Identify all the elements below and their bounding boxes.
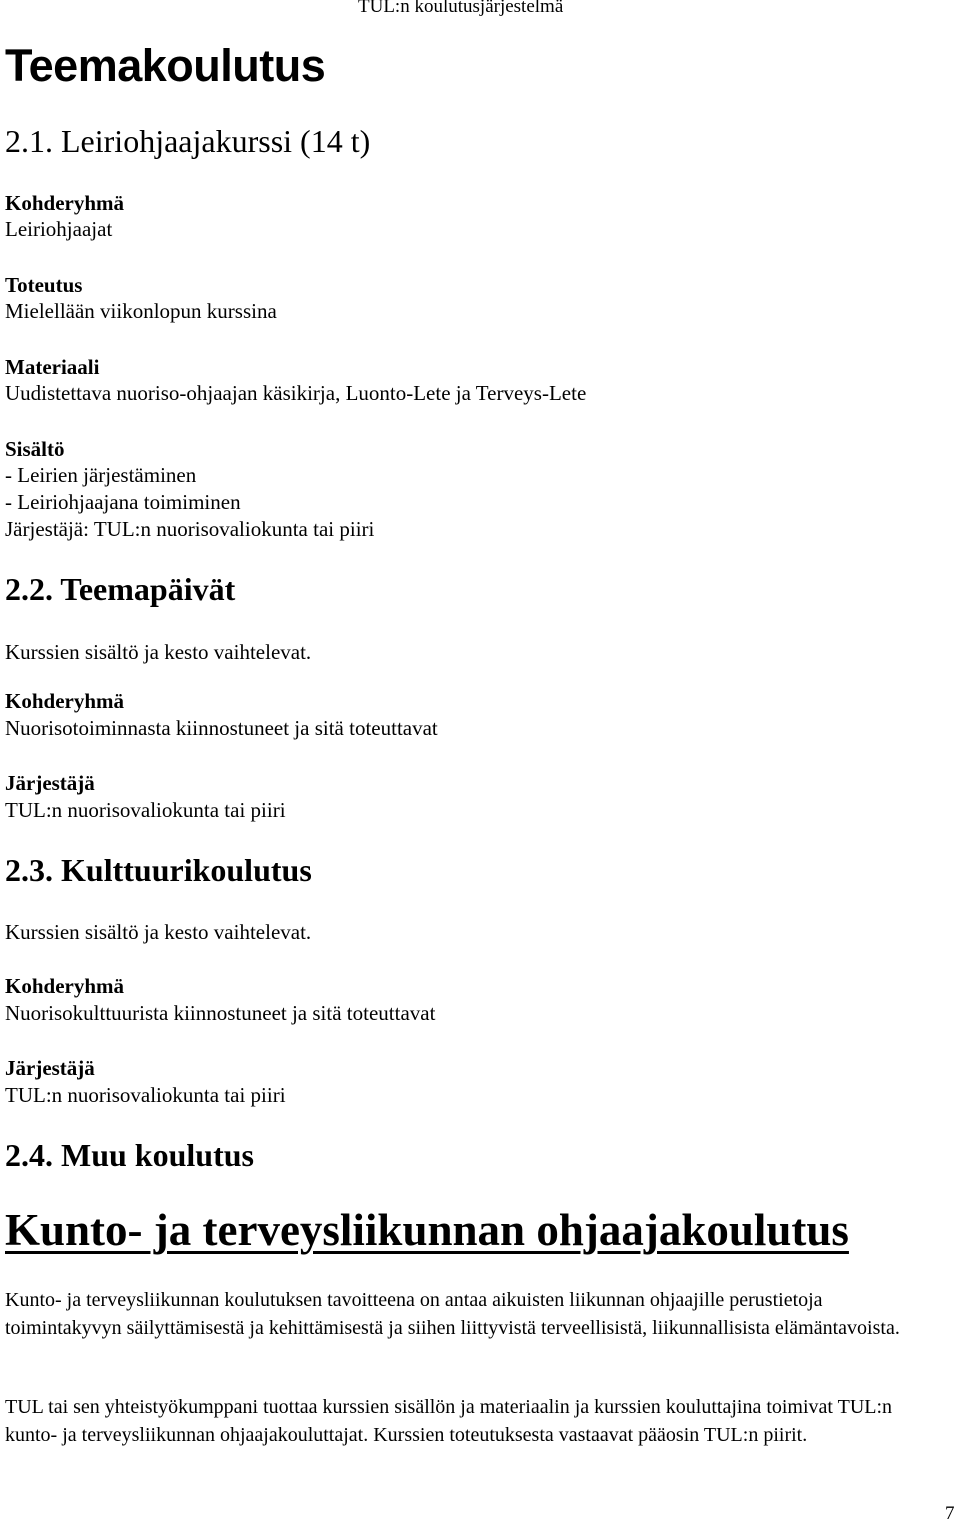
section-2-4-heading: 2.4. Muu koulutus xyxy=(5,1137,254,1173)
fitness-section-heading: Kunto- ja terveysliikunnan ohjaajakoulutus xyxy=(5,1205,849,1255)
section-2-1-implementation-value: Mielellään viikonlopun kurssina xyxy=(5,299,277,323)
fitness-paragraph-1: Kunto- ja terveysliikunnan koulutuksen tavoitteena on antaa aikuisten liikunnan ohjaajille perustietoja toimintakyvyn säilyttämisestä ja kehittämisestä ja siihen liittyvistä terveellisistä, liikunnallisista elämäntavoista. xyxy=(5,1289,900,1339)
section-2-3-organizer-label: Järjestäjä xyxy=(5,1056,95,1080)
section-2-1-content-item: - Leirien järjestäminen xyxy=(5,463,197,487)
running-header: TUL:n koulutusjärjestelmä xyxy=(358,0,564,17)
section-2-3-target-value: Nuorisokulttuurista kiinnostuneet ja sitä toteuttavat xyxy=(5,1001,436,1025)
section-2-2-target-label: Kohderyhmä xyxy=(5,689,125,713)
section-2-1-heading: 2.1. Leiriohjaajakurssi (14 t) xyxy=(5,123,371,159)
section-2-1-material-value: Uudistettava nuoriso-ohjaajan käsikirja, Luonto-Lete ja Terveys-Lete xyxy=(5,381,587,405)
section-2-3-heading: 2.3. Kulttuurikoulutus xyxy=(5,852,312,888)
section-2-1-content-label: Sisältö xyxy=(5,437,65,461)
section-2-1-target-label: Kohderyhmä xyxy=(5,191,125,215)
section-2-2-organizer-value: TUL:n nuorisovaliokunta tai piiri xyxy=(5,798,286,822)
section-2-2-intro: Kurssien sisältö ja kesto vaihtelevat. xyxy=(5,640,312,664)
page-number: 7 xyxy=(945,1503,955,1524)
section-2-1-implementation-label: Toteutus xyxy=(5,273,83,297)
section-2-2-target-value: Nuorisotoiminnasta kiinnostuneet ja sitä toteuttavat xyxy=(5,716,438,740)
section-2-2-organizer-label: Järjestäjä xyxy=(5,771,95,795)
fitness-paragraph-2: TUL tai sen yhteistyökumppani tuottaa kurssien sisällön ja materiaalin ja kurssien kouluttajina toimivat TUL:n kunto- ja terveysliikunnan ohjaajakouluttajat. Kurssien toteutuksesta vastaavat pääosin TUL:n piirit. xyxy=(5,1396,893,1446)
section-2-2-heading: 2.2. Teemapäivät xyxy=(5,571,236,607)
section-2-1-organizer: Järjestäjä: TUL:n nuorisovaliokunta tai piiri xyxy=(5,517,375,541)
section-2-3-target-label: Kohderyhmä xyxy=(5,974,125,998)
section-2-1-content-item: - Leiriohjaajana toimiminen xyxy=(5,490,241,514)
page-title: Teemakoulutus xyxy=(5,40,326,91)
section-2-3-intro: Kurssien sisältö ja kesto vaihtelevat. xyxy=(5,920,312,944)
section-2-1-target-value: Leiriohjaajat xyxy=(5,217,113,241)
section-2-1-material-label: Materiaali xyxy=(5,355,100,379)
section-2-3-organizer-value: TUL:n nuorisovaliokunta tai piiri xyxy=(5,1083,286,1107)
